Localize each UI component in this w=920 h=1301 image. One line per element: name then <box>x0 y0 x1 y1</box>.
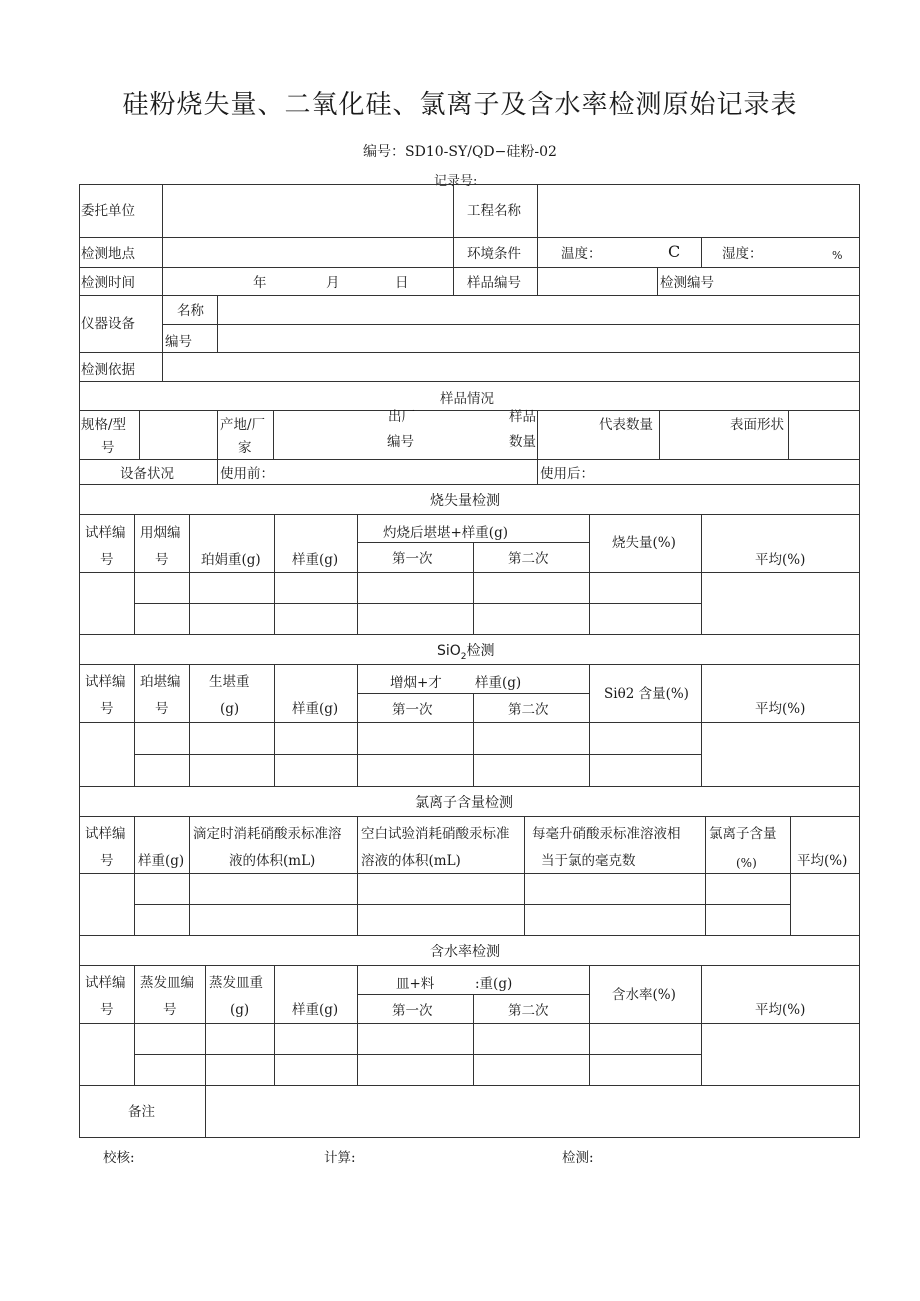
sample-no-label: 样品编号 <box>467 275 521 291</box>
loi-header-crucible-weight <box>190 515 275 573</box>
record-form <box>79 184 860 1138</box>
instrument-name-label-cell <box>163 296 218 325</box>
sio2-header-second <box>474 694 590 723</box>
project-name-label: 工程名称 <box>467 203 521 219</box>
sio2-header-sample-no-line1: 试样编 <box>85 674 126 690</box>
loi-header-result-label: 烧失量(%) <box>612 535 676 551</box>
cl-sample-cell[interactable] <box>79 874 135 936</box>
remarks-label: 备注 <box>128 1104 155 1120</box>
before-use-cell[interactable] <box>218 460 538 485</box>
cl-header-content-line1: 氯离子含量 <box>709 826 777 842</box>
instrument-name-label: 名称 <box>177 303 204 319</box>
loi-header-first-label: 第一次 <box>392 551 433 567</box>
loi-row1-sample-weight[interactable] <box>275 573 358 604</box>
mc-header-group-line2: :重(g) <box>475 976 513 992</box>
temperature-cell[interactable] <box>538 238 702 268</box>
instrument-label: 仪器设备 <box>81 316 135 332</box>
page-title: 硅粉烧失量、二氧化硅、氯离子及含水率检测原始记录表 <box>122 90 798 120</box>
sio2-sample-cell[interactable] <box>79 723 135 787</box>
cl-header-sample-no-line2: 号 <box>100 853 114 869</box>
location-label-cell <box>79 238 163 268</box>
mc-row2-result[interactable] <box>590 1055 702 1086</box>
cl-row1-blank[interactable] <box>358 874 525 905</box>
cl-header-content-line2: (%) <box>736 856 757 870</box>
loi-header-crucible-weight-label: 珀娟重(g) <box>201 552 261 568</box>
factory-label-line1: 出厂 <box>388 409 415 425</box>
client-label-cell <box>79 184 163 238</box>
sio2-row1-second[interactable] <box>474 723 590 755</box>
factory-label-line2: 编号 <box>387 434 414 450</box>
day-label: 日 <box>395 275 409 291</box>
cl-header-average-label: 平均(%) <box>797 853 848 869</box>
mc-header-group-line1: 皿+料 <box>396 976 435 992</box>
instrument-label-cell <box>79 296 163 353</box>
sio2-header-crucible-weight <box>190 665 275 723</box>
form-code: 编号：SD10-SY/QD−硅粉-02 <box>363 144 557 160</box>
mc-row2-dish-weight[interactable] <box>206 1055 275 1086</box>
loi-header-result <box>590 515 702 573</box>
sio2-row1-crucible-weight[interactable] <box>190 723 275 755</box>
remarks-input-cell[interactable] <box>206 1086 860 1138</box>
before-use-label: 使用前： <box>220 466 274 482</box>
cl-header-titration-line2: 液的体积(mL) <box>229 853 316 869</box>
sio2-row2-second[interactable] <box>474 755 590 787</box>
equip-label: 设备状况 <box>120 466 174 482</box>
time-label-cell <box>79 268 163 296</box>
location-input-cell[interactable] <box>163 238 454 268</box>
location-label: 检测地点 <box>81 246 135 262</box>
loi-header-second <box>474 543 590 573</box>
project-name-input-cell[interactable] <box>538 184 860 238</box>
sio2-header-crucible-no-line2: 号 <box>155 701 169 717</box>
humidity-unit: % <box>832 249 843 262</box>
cl-row2-content[interactable] <box>706 905 791 936</box>
cl-header-sample-no-line1: 试样编 <box>85 826 126 842</box>
loi-header-average-label: 平均(%) <box>755 552 806 568</box>
footer-test-label: 检测: <box>562 1150 594 1166</box>
cl-header-equivalent <box>525 817 706 874</box>
mc-row2-sample-weight[interactable] <box>275 1055 358 1086</box>
sio2-header-second-label: 第二次 <box>508 702 549 718</box>
sio2-header-result-label: Siθ2 含量(%) <box>604 686 689 702</box>
mc-row2-first[interactable] <box>358 1055 474 1086</box>
loi-row1-crucible-weight[interactable] <box>190 573 275 604</box>
cl-row2-equivalent[interactable] <box>525 905 706 936</box>
sio2-average-cell[interactable] <box>702 723 860 787</box>
loi-header-sample-no-line2: 号 <box>100 552 114 568</box>
loi-row1-crucible-no[interactable] <box>135 573 190 604</box>
cl-header-sample-weight <box>135 817 190 874</box>
sio2-row1-result[interactable] <box>590 723 702 755</box>
mc-header-first <box>358 995 474 1024</box>
cl-header-content <box>706 817 791 874</box>
instrument-no-label-cell <box>163 325 218 353</box>
sio2-header-first-label: 第一次 <box>392 702 433 718</box>
after-use-label: 使用后： <box>540 466 594 482</box>
footer-check-label: 校核: <box>103 1150 135 1166</box>
time-input-cell[interactable] <box>163 268 454 296</box>
loi-section-title: 烧失量检测 <box>430 493 500 509</box>
cl-row2-titration[interactable] <box>190 905 358 936</box>
client-label: 委托单位 <box>81 203 135 219</box>
sio2-header-average <box>702 665 860 723</box>
sio2-title-suffix: 检测 <box>466 643 495 659</box>
cl-header-equivalent-line1: 每毫升硝酸汞标准溶液相 <box>532 826 681 842</box>
sio2-row2-crucible-weight[interactable] <box>190 755 275 787</box>
sio2-header-sample-weight <box>275 665 358 723</box>
time-label: 检测时间 <box>81 275 135 291</box>
loi-header-group <box>358 515 590 543</box>
loi-header-sample-weight <box>275 515 358 573</box>
basis-label-cell <box>79 353 163 382</box>
client-input-cell[interactable] <box>163 184 454 238</box>
project-name-label-cell <box>454 184 538 238</box>
mc-row1-dish-no[interactable] <box>135 1024 206 1055</box>
basis-label: 检测依据 <box>81 362 135 378</box>
mc-header-dish-no-line1: 蒸发皿编 <box>140 975 194 991</box>
origin-label-line1: 产地/厂 <box>220 417 266 433</box>
remarks-label-cell <box>79 1086 206 1138</box>
spec-label-line1: 规格/型 <box>81 417 127 433</box>
surface-cell[interactable] <box>660 411 789 460</box>
sio2-header-group <box>358 665 590 694</box>
mc-row2-dish-no[interactable] <box>135 1055 206 1086</box>
loi-row1-first[interactable] <box>358 573 474 604</box>
temperature-label: 温度： <box>561 246 602 262</box>
sample-section-title: 样品情况 <box>440 391 494 407</box>
mc-header-sample-weight <box>275 966 358 1024</box>
loi-section-header <box>79 485 860 515</box>
after-use-cell[interactable] <box>538 460 860 485</box>
mc-header-dish-no-line2: 号 <box>163 1002 177 1018</box>
mc-header-second <box>474 995 590 1024</box>
loi-row1-second[interactable] <box>474 573 590 604</box>
mc-header-result <box>590 966 702 1024</box>
sio2-row1-sample-weight[interactable] <box>275 723 358 755</box>
cl-header-blank-line2: 溶液的体积(mL) <box>361 853 461 869</box>
cl-row1-equivalent[interactable] <box>525 874 706 905</box>
sio2-header-crucible-weight-line1: 生堪重 <box>209 674 250 690</box>
sio2-header-result <box>590 665 702 723</box>
mc-header-dish-no <box>135 966 206 1024</box>
sio2-header-first <box>358 694 474 723</box>
loi-row2-crucible-weight[interactable] <box>190 604 275 635</box>
cl-header-sample-no <box>79 817 135 874</box>
mc-row1-second[interactable] <box>474 1024 590 1055</box>
cl-header-blank-line1: 空白试验消耗硝酸汞标准 <box>361 826 510 842</box>
mc-header-sample-weight-label: 样重(g) <box>292 1002 339 1018</box>
mc-header-group <box>358 966 590 995</box>
surface-label: 表面形状 <box>730 417 784 433</box>
mc-header-dish-weight-line2: (g) <box>230 1002 250 1018</box>
sio2-section-title <box>437 642 495 666</box>
loi-header-sample-weight-label: 样重(g) <box>292 552 339 568</box>
loi-header-crucible-no <box>135 515 190 573</box>
mc-header-first-label: 第一次 <box>392 1003 433 1019</box>
cl-header-titration-line1: 滴定时消耗硝酸汞标准溶 <box>193 826 342 842</box>
instrument-no-label: 编号 <box>165 334 192 350</box>
cl-header-blank <box>358 817 525 874</box>
mc-header-sample-no <box>79 966 135 1024</box>
loi-header-second-label: 第二次 <box>508 551 549 567</box>
humidity-label: 湿度： <box>722 246 763 262</box>
cl-row1-content[interactable] <box>706 874 791 905</box>
environment-label: 环境条件 <box>467 246 521 262</box>
loi-header-sample-no-line1: 试样编 <box>85 525 126 541</box>
qty-label-line1: 样品 <box>509 409 536 425</box>
cl-average-cell[interactable] <box>791 874 860 936</box>
instrument-name-input-cell[interactable] <box>218 296 860 325</box>
loi-row1-result[interactable] <box>590 573 702 604</box>
temperature-unit: C <box>668 242 681 261</box>
mc-header-average <box>702 966 860 1024</box>
mc-row2-second[interactable] <box>474 1055 590 1086</box>
sio2-header-crucible-weight-line2: (g) <box>220 701 240 717</box>
footer-calc-label: 计算: <box>324 1150 356 1166</box>
origin-factory-qty-cell[interactable] <box>274 411 538 460</box>
mc-average-cell[interactable] <box>702 1024 860 1086</box>
mc-sample-cell[interactable] <box>79 1024 135 1086</box>
mc-header-sample-no-line1: 试样编 <box>85 975 126 991</box>
cl-row1-sample-weight[interactable] <box>135 874 190 905</box>
loi-row2-crucible-no[interactable] <box>135 604 190 635</box>
humidity-cell[interactable] <box>702 238 860 268</box>
sio2-row1-crucible-no[interactable] <box>135 723 190 755</box>
loi-header-crucible-no-line1: 用烟编 <box>140 525 181 541</box>
test-no-cell[interactable] <box>658 268 860 296</box>
cl-header-average <box>791 817 860 874</box>
sio2-title-main: SiO <box>437 643 461 659</box>
spec-input-cell[interactable] <box>140 411 218 460</box>
mc-header-dish-weight <box>206 966 275 1024</box>
environment-label-cell <box>454 238 538 268</box>
loi-row2-first[interactable] <box>358 604 474 635</box>
surface-input-cell[interactable] <box>789 411 860 460</box>
instrument-no-input-cell[interactable] <box>218 325 860 353</box>
loi-header-average <box>702 515 860 573</box>
sio2-row2-crucible-no[interactable] <box>135 755 190 787</box>
year-label: 年 <box>253 275 267 291</box>
origin-label-line2: 家 <box>238 440 252 456</box>
mc-header-average-label: 平均(%) <box>755 1002 806 1018</box>
sio2-header-sample-no <box>79 665 135 723</box>
moisture-section-header <box>79 936 860 966</box>
loi-sample-cell[interactable] <box>79 573 135 635</box>
loi-row2-second[interactable] <box>474 604 590 635</box>
chloride-section-title: 氯离子含量检测 <box>415 795 513 811</box>
rep-qty-cell[interactable] <box>538 411 660 460</box>
chloride-section-header <box>79 787 860 817</box>
sio2-header-group-line1: 增烟+才 <box>390 675 442 691</box>
sio2-row1-first[interactable] <box>358 723 474 755</box>
cl-row1-titration[interactable] <box>190 874 358 905</box>
cl-row2-blank[interactable] <box>358 905 525 936</box>
cl-header-sample-weight-label: 样重(g) <box>138 853 185 869</box>
sio2-header-group-line2: 样重(g) <box>475 675 522 691</box>
record-number-label: 记录号: <box>434 174 478 189</box>
sio2-title-subscript: 2 <box>460 651 467 662</box>
loi-row2-sample-weight[interactable] <box>275 604 358 635</box>
mc-header-dish-weight-line1: 蒸发皿重 <box>209 975 263 991</box>
loi-header-crucible-no-line2: 号 <box>155 552 169 568</box>
sio2-header-average-label: 平均(%) <box>755 701 806 717</box>
sio2-header-sample-weight-label: 样重(g) <box>292 701 339 717</box>
spec-label-cell <box>79 411 140 460</box>
loi-average-cell[interactable] <box>702 573 860 635</box>
sample-section-header <box>79 382 860 411</box>
sample-no-label-cell <box>454 268 538 296</box>
sio2-header-sample-no-line2: 号 <box>100 701 114 717</box>
sio2-header-crucible-no-line1: 珀堪编 <box>140 674 181 690</box>
rep-qty-label: 代表数量 <box>599 417 653 433</box>
loi-header-first <box>358 543 474 573</box>
mc-row1-sample-weight[interactable] <box>275 1024 358 1055</box>
loi-row2-result[interactable] <box>590 604 702 635</box>
test-no-label: 检测编号 <box>660 275 714 291</box>
spec-label-line2: 号 <box>101 440 115 456</box>
mc-header-sample-no-line2: 号 <box>100 1002 114 1018</box>
mc-row1-dish-weight[interactable] <box>206 1024 275 1055</box>
cl-header-titration <box>190 817 358 874</box>
sio2-row2-result[interactable] <box>590 755 702 787</box>
equip-label-cell <box>79 460 218 485</box>
loi-header-sample-no <box>79 515 135 573</box>
mc-header-second-label: 第二次 <box>508 1003 549 1019</box>
sio2-header-crucible-no <box>135 665 190 723</box>
sio2-row2-sample-weight[interactable] <box>275 755 358 787</box>
mc-row1-first[interactable] <box>358 1024 474 1055</box>
origin-label-cell <box>218 411 274 460</box>
qty-label-line2: 数量 <box>509 434 536 450</box>
mc-row1-result[interactable] <box>590 1024 702 1055</box>
sio2-section-header <box>79 635 860 665</box>
month-label: 月 <box>326 275 340 291</box>
cl-header-equivalent-line2: 当于氯的毫克数 <box>541 853 636 869</box>
sio2-row2-first[interactable] <box>358 755 474 787</box>
moisture-section-title: 含水率检测 <box>430 944 500 960</box>
basis-input-cell[interactable] <box>163 353 860 382</box>
mc-header-result-label: 含水率(%) <box>612 987 676 1003</box>
cl-row2-sample-weight[interactable] <box>135 905 190 936</box>
sample-no-input-cell[interactable] <box>538 268 658 296</box>
loi-header-group-label: 灼烧后堪堪+样重(g) <box>383 525 508 541</box>
